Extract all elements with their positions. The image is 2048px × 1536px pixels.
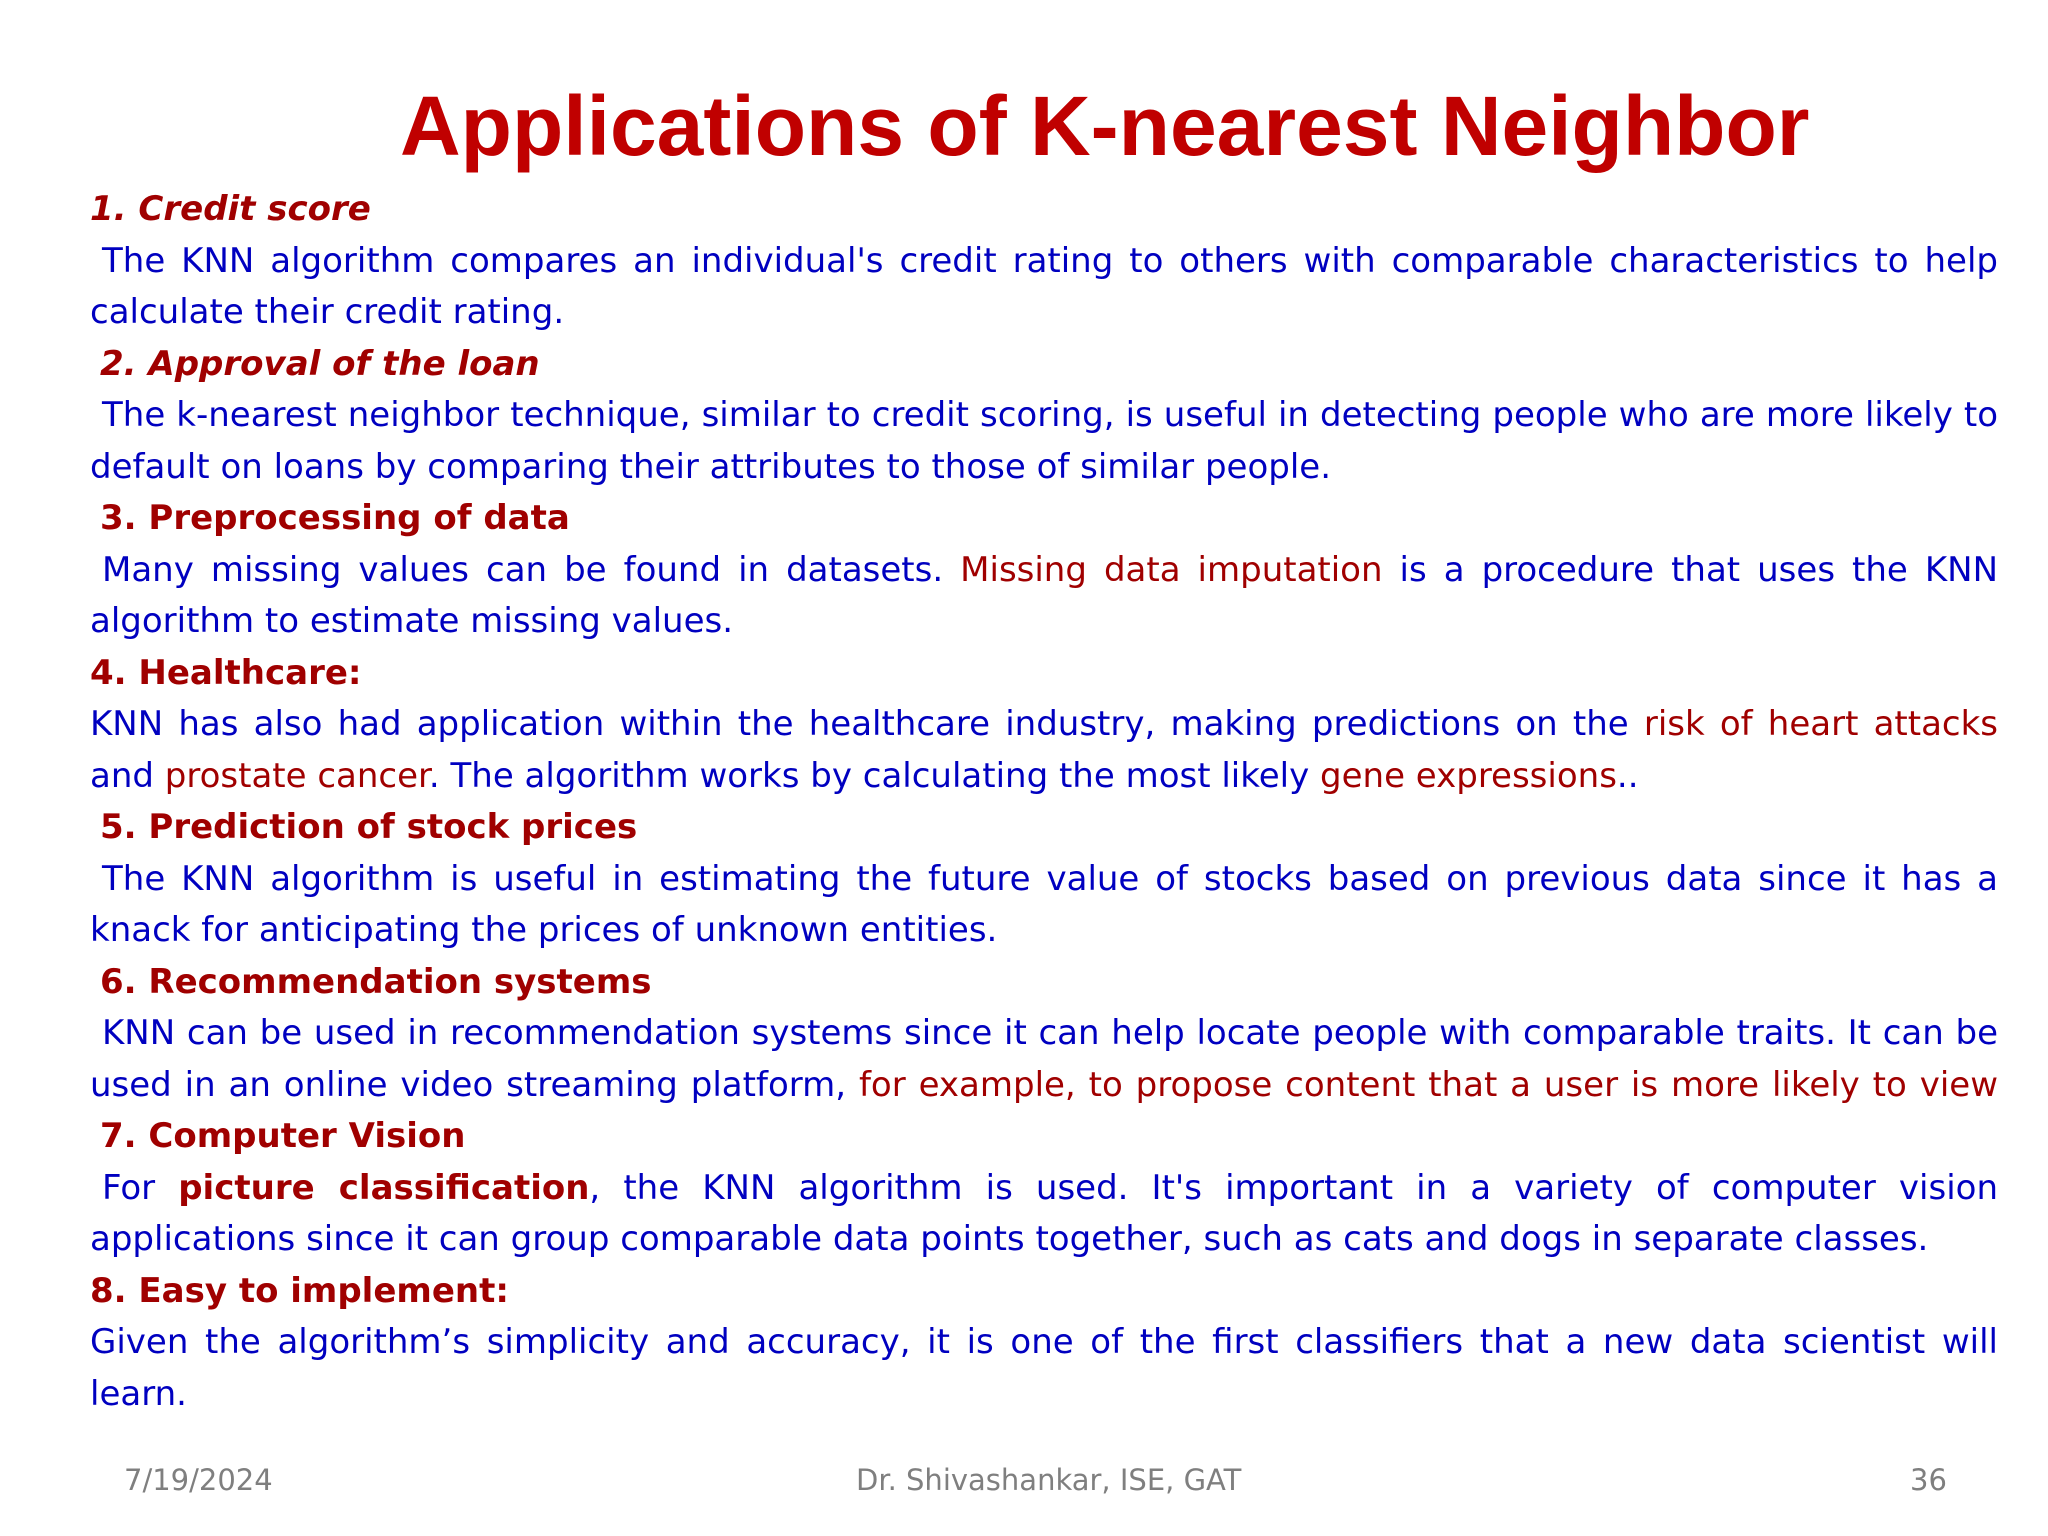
section-heading-credit-score: 1. Credit score bbox=[90, 189, 371, 229]
body-text: , the KNN algorithm is used. It's important in a variety of computer vision applications since it can group comparable data points together, such as cats and dogs in separate classes. bbox=[90, 1167, 1998, 1259]
slide-title: Applications of K-nearest Neighbor bbox=[400, 79, 1810, 173]
highlight-text: risk of heart attacks bbox=[1643, 704, 1998, 744]
body-text: . The algorithm works by calculating the most likely bbox=[428, 755, 1321, 796]
body-text: For bbox=[102, 1167, 179, 1208]
highlight-text: for example, to propose content that a user is more likely to view bbox=[858, 1064, 1998, 1105]
section-heading-loan-approval: 2. Approval of the loan bbox=[100, 343, 540, 384]
section-body-loan-approval bbox=[90, 390, 1998, 493]
body-text: The KNN algorithm is useful in estimating the future value of stocks based on previous data since it has a knack for anticipating the prices of unknown entities. bbox=[90, 858, 1998, 950]
body-text: is a procedure that uses the KNN algorithm to estimate missing values. bbox=[90, 549, 1998, 641]
section-body-credit-score bbox=[90, 236, 1998, 339]
section-body-preprocessing bbox=[90, 545, 1998, 648]
body-text: Many missing values can be found in datasets. bbox=[102, 549, 961, 590]
section-heading-preprocessing: 3. Preprocessing of data bbox=[100, 498, 570, 538]
section-body-stock-prices bbox=[90, 854, 1998, 957]
section-heading-computer-vision: 7. Computer Vision bbox=[100, 1116, 466, 1156]
body-text: The KNN algorithm compares an individual's credit rating to others with comparable characteristics to help calculate their credit rating. bbox=[90, 240, 1998, 332]
page-number: 36 bbox=[1910, 1463, 1947, 1497]
section-heading-recommendation: 6. Recommendation systems bbox=[100, 961, 652, 1002]
slide-content bbox=[90, 184, 1998, 1414]
footer-date: 7/19/2024 bbox=[124, 1463, 273, 1497]
footer-author: Dr. Shivashankar, ISE, GAT bbox=[856, 1463, 1242, 1497]
highlight-text: prostate cancer bbox=[164, 755, 429, 796]
highlight-text: Missing data imputation bbox=[960, 549, 1383, 590]
section-body-easy-to-implement bbox=[90, 1317, 1998, 1414]
section-body-recommendation bbox=[90, 1008, 1998, 1111]
highlight-text: picture classification bbox=[178, 1167, 590, 1208]
body-text: KNN has also had application within the healthcare industry, making predictions on the bbox=[90, 704, 1644, 744]
section-heading-stock-prices: 5. Prediction of stock prices bbox=[100, 807, 638, 847]
highlight-text: gene expressions bbox=[1320, 755, 1617, 796]
section-heading-healthcare: 4. Healthcare: bbox=[90, 652, 362, 693]
body-text: .. bbox=[1616, 755, 1639, 796]
section-body-computer-vision bbox=[90, 1163, 1998, 1266]
body-text: The k-nearest neighbor technique, similar to credit scoring, is useful in detecting people who are more likely to default on loans by comparing their attributes to those of similar people. bbox=[90, 395, 1998, 487]
body-text: and bbox=[90, 755, 165, 796]
body-text: KNN can be used in recommendation systems since it can help locate people with comparable traits. It can be used in an online video streaming platform, bbox=[90, 1013, 1998, 1105]
section-heading-easy-to-implement: 8. Easy to implement: bbox=[90, 1270, 509, 1311]
section-body-healthcare bbox=[90, 699, 1998, 802]
body-text: Given the algorithm’s simplicity and accuracy, it is one of the first classifiers that a new data scientist will learn. bbox=[90, 1322, 1998, 1414]
